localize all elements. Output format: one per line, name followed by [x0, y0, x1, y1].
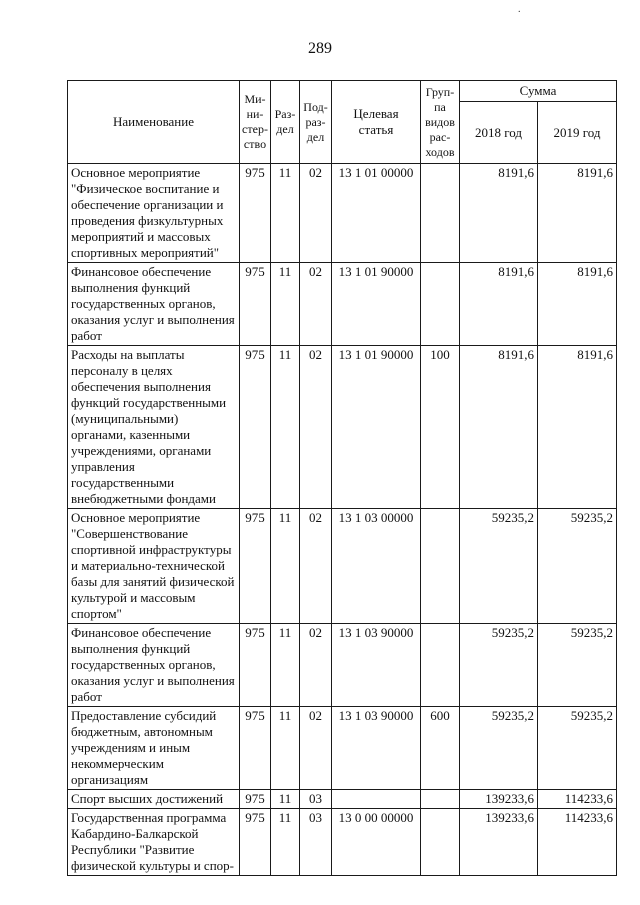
row-section: 11	[271, 624, 300, 707]
table-row	[68, 624, 617, 707]
table-row	[68, 809, 617, 876]
row-ministry: 975	[240, 263, 271, 346]
row-article: 13 1 01 90000	[332, 263, 421, 346]
header-year-2019: 2019 год	[538, 102, 617, 164]
row-ministry: 975	[240, 164, 271, 263]
row-sum-2019: 59235,2	[538, 624, 617, 707]
row-name: Финансовое обеспечение выполнения функций государственных органов, оказания услуг и выполнения работ	[68, 624, 240, 707]
row-subsection: 02	[300, 707, 332, 790]
header-target-article: Целевая статья	[332, 81, 421, 164]
row-subsection: 02	[300, 624, 332, 707]
header-subsection: Под- раз- дел	[300, 81, 332, 164]
table-row	[68, 164, 617, 263]
row-sum-2018: 8191,6	[460, 164, 538, 263]
row-sum-2018: 8191,6	[460, 263, 538, 346]
row-section: 11	[271, 346, 300, 509]
row-sum-2018: 139233,6	[460, 790, 538, 809]
row-sum-2019: 8191,6	[538, 263, 617, 346]
row-sum-2018: 59235,2	[460, 707, 538, 790]
row-ministry: 975	[240, 790, 271, 809]
header-sum: Сумма	[460, 81, 617, 102]
row-name: Государственная программа Кабардино-Балкарской Республики "Развитие физической культуры и спор-	[68, 809, 240, 876]
row-sum-2018: 139233,6	[460, 809, 538, 876]
table-row	[68, 346, 617, 509]
row-ministry: 975	[240, 707, 271, 790]
header-ministry: Ми- ни- стер- ство	[240, 81, 271, 164]
page-number: 289	[308, 40, 332, 57]
row-ministry: 975	[240, 624, 271, 707]
row-subsection: 02	[300, 509, 332, 624]
row-section: 11	[271, 509, 300, 624]
table-row	[68, 263, 617, 346]
row-group	[421, 263, 460, 346]
row-sum-2019: 59235,2	[538, 707, 617, 790]
row-article: 13 0 00 00000	[332, 809, 421, 876]
row-name: Расходы на выплаты персоналу в целях обеспечения выполнения функций государственными (муниципальными) органами, казенными учреждениями, органами управления государственными внебюджетными фондами	[68, 346, 240, 509]
row-sum-2018: 59235,2	[460, 509, 538, 624]
row-sum-2019: 114233,6	[538, 809, 617, 876]
row-article	[332, 790, 421, 809]
row-article: 13 1 03 90000	[332, 707, 421, 790]
header-section: Раз- дел	[271, 81, 300, 164]
row-ministry: 975	[240, 346, 271, 509]
row-name: Основное мероприятие "Совершенствование спортивной инфраструктуры и материально-технической базы для занятий физической культурой и массовым спортом"	[68, 509, 240, 624]
row-article: 13 1 03 90000	[332, 624, 421, 707]
row-group	[421, 809, 460, 876]
row-section: 11	[271, 164, 300, 263]
row-sum-2019: 8191,6	[538, 164, 617, 263]
row-name: Финансовое обеспечение выполнения функций государственных органов, оказания услуг и выполнения работ	[68, 263, 240, 346]
table-row	[68, 790, 617, 809]
row-subsection: 02	[300, 263, 332, 346]
row-name: Предоставление субсидий бюджетным, автономным учреждениям и иным некоммерческим организациям	[68, 707, 240, 790]
budget-table	[67, 80, 617, 876]
row-group: 600	[421, 707, 460, 790]
row-sum-2018: 59235,2	[460, 624, 538, 707]
row-article: 13 1 03 00000	[332, 509, 421, 624]
row-sum-2019: 8191,6	[538, 346, 617, 509]
row-sum-2019: 59235,2	[538, 509, 617, 624]
row-name: Основное мероприятие "Физическое воспитание и обеспечение организации и проведения физкультурных мероприятий и массовых спортивных мероприятий"	[68, 164, 240, 263]
row-name: Спорт высших достижений	[68, 790, 240, 809]
table-row	[68, 509, 617, 624]
row-section: 11	[271, 809, 300, 876]
header-year-2018: 2018 год	[460, 102, 538, 164]
row-article: 13 1 01 00000	[332, 164, 421, 263]
table-row	[68, 707, 617, 790]
header-name: Наименование	[68, 81, 240, 164]
header-expense-group: Груп- па видов рас- ходов	[421, 81, 460, 164]
row-group: 100	[421, 346, 460, 509]
row-group	[421, 164, 460, 263]
row-sum-2018: 8191,6	[460, 346, 538, 509]
row-section: 11	[271, 707, 300, 790]
row-section: 11	[271, 790, 300, 809]
row-group	[421, 790, 460, 809]
row-subsection: 03	[300, 790, 332, 809]
row-sum-2019: 114233,6	[538, 790, 617, 809]
row-article: 13 1 01 90000	[332, 346, 421, 509]
row-subsection: 02	[300, 346, 332, 509]
row-group	[421, 509, 460, 624]
scan-mark: .	[518, 4, 521, 15]
row-ministry: 975	[240, 809, 271, 876]
row-group	[421, 624, 460, 707]
row-ministry: 975	[240, 509, 271, 624]
row-subsection: 03	[300, 809, 332, 876]
row-section: 11	[271, 263, 300, 346]
row-subsection: 02	[300, 164, 332, 263]
